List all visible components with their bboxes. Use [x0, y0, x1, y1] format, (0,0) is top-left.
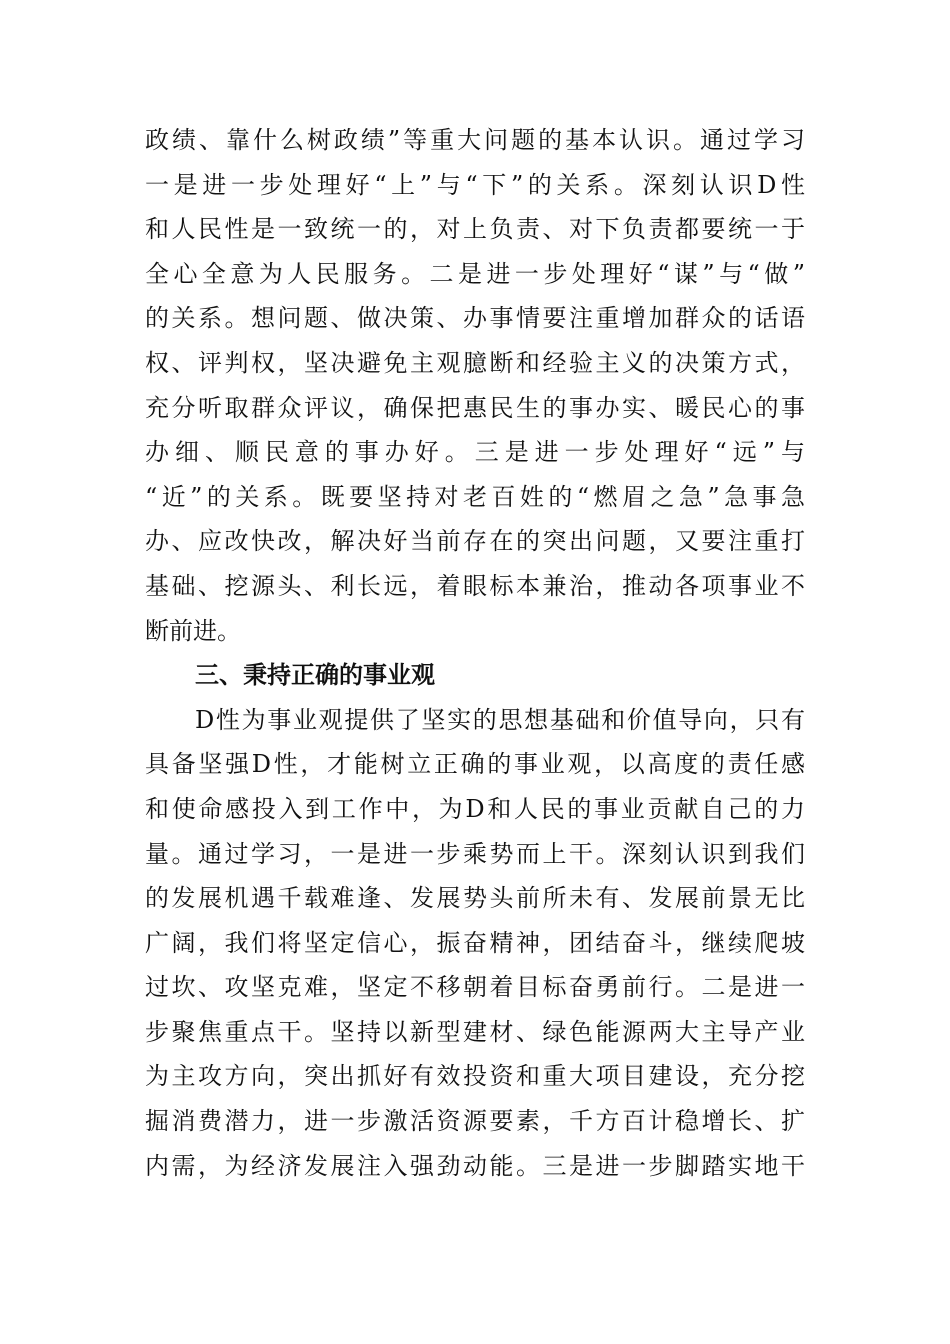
text-line: 的关系。想问题、做决策、办事情要注重增加群众的话语 [145, 304, 805, 333]
text-line: 为主攻方向，突出抓好有效投资和重大项目建设，充分挖 [145, 1062, 805, 1091]
section-heading: 三、秉持正确的事业观 [195, 661, 435, 690]
text-line: 断前进。 [145, 616, 241, 645]
text-line: 和使命感投入到工作中，为D和人民的事业贡献自己的力 [145, 794, 805, 823]
text-line: 充分听取群众评议，确保把惠民生的事办实、暖民心的事 [145, 393, 805, 422]
paragraph-2 [145, 698, 805, 1189]
text-line: 一是进一步处理好“上”与“下”的关系。深刻认识D性 [145, 170, 805, 199]
text-line: 掘消费潜力，进一步激活资源要素，千方百计稳增长、扩 [145, 1107, 805, 1136]
text-line: 的发展机遇千载难逢、发展势头前所未有、发展前景无比 [145, 884, 805, 913]
text-line: D性为事业观提供了坚实的思想基础和价值导向，只有 [195, 705, 805, 734]
text-line: 广阔，我们将坚定信心，振奋精神，团结奋斗，继续爬坡 [145, 928, 805, 957]
document-page [145, 118, 805, 1188]
text-line: 基础、挖源头、利长远，着眼标本兼治，推动各项事业不 [145, 571, 805, 600]
text-line: 政绩、靠什么树政绩”等重大问题的基本认识。通过学习 [145, 126, 805, 154]
text-line: 权、评判权，坚决避免主观臆断和经验主义的决策方式， [145, 348, 805, 377]
text-line: 过坎、攻坚克难，坚定不移朝着目标奋勇前行。二是进一 [145, 973, 805, 1002]
text-line: 办细、顺民意的事办好。三是进一步处理好“远”与 [145, 438, 805, 467]
text-line: 和人民性是一致统一的，对上负责、对下负责都要统一于 [145, 215, 805, 244]
text-line: 量。通过学习，一是进一步乘势而上干。深刻认识到我们 [145, 839, 805, 868]
text-line: 步聚焦重点干。坚持以新型建材、绿色能源两大主导产业 [145, 1017, 805, 1046]
paragraph-1 [145, 118, 805, 653]
text-line: 办、应改快改，解决好当前存在的突出问题，又要注重打 [145, 527, 805, 556]
text-line: 具备坚强D性，才能树立正确的事业观，以高度的责任感 [145, 750, 805, 779]
text-line: 内需，为经济发展注入强劲动能。三是进一步脚踏实地干 [145, 1151, 805, 1180]
text-line: “近”的关系。既要坚持对老百姓的“燃眉之急”急事急 [145, 482, 805, 511]
text-line: 全心全意为人民服务。二是进一步处理好“谋”与“做” [145, 259, 805, 288]
